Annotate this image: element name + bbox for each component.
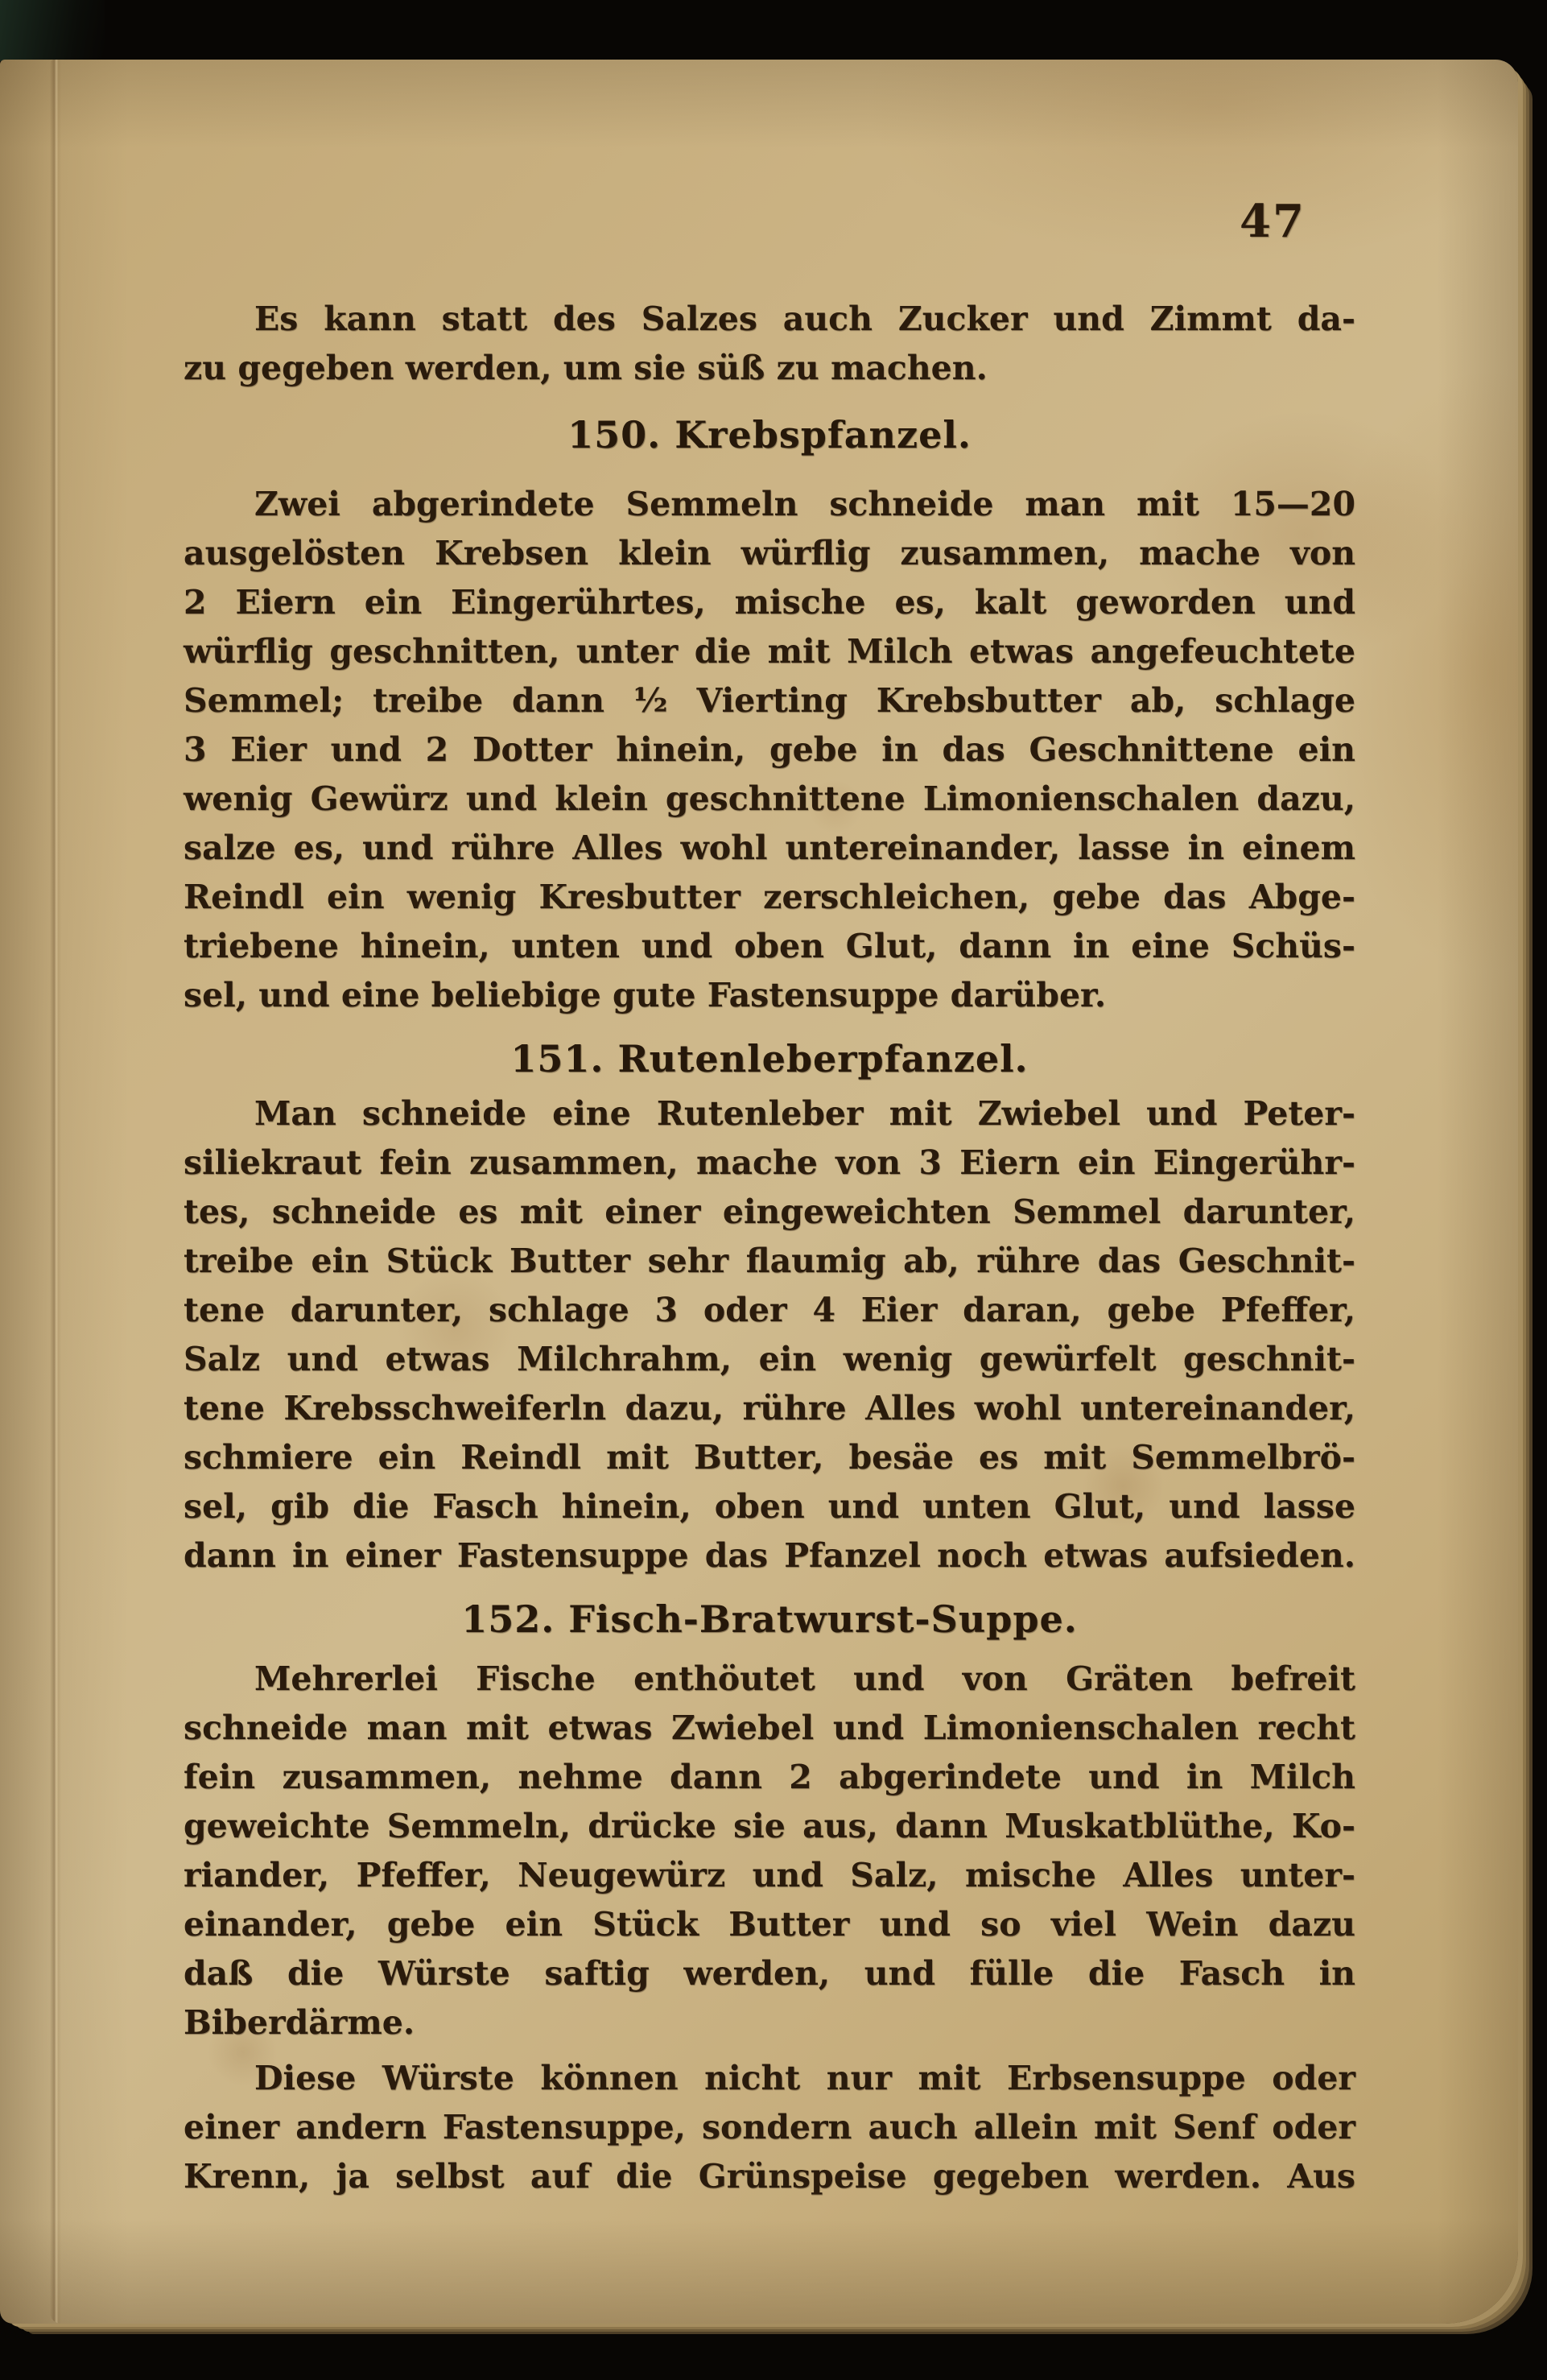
text-line: schmiere ein Reindl mit Butter, besäe es mit Semmelbrö- — [184, 1438, 1355, 1477]
text-line: zu gegeben werden, um sie süß zu machen. — [184, 349, 988, 387]
text-line: daß die Würste saftig werden, und fülle die Fasch in — [184, 1954, 1355, 1993]
text-line: einer andern Fastensuppe, sondern auch allein mit Senf oder — [184, 2108, 1355, 2147]
text-line: 2 Eiern ein Eingerührtes, mische es, kalt geworden und — [184, 583, 1355, 622]
page-number: 47 — [1240, 195, 1306, 248]
text-line: Semmel; treibe dann ½ Vierting Krebsbutter ab, schlage — [184, 681, 1355, 720]
text-line: schneide man mit etwas Zwiebel und Limonienschalen recht — [184, 1709, 1355, 1747]
recipe-152-heading: 152. Fisch-Bratwurst-Suppe. — [461, 1597, 1078, 1641]
text-line: salze es, und rühre Alles wohl untereinander, lasse in einem — [184, 828, 1355, 867]
text-line: Man schneide eine Rutenleber mit Zwiebel und Peter- — [254, 1094, 1355, 1133]
recipe-150-paragraph — [184, 480, 1355, 1020]
text-line: tes, schneide es mit einer eingeweichten Semmel darunter, — [184, 1192, 1355, 1231]
text-line: einander, gebe ein Stück Butter und so viel Wein dazu — [184, 1905, 1355, 1944]
text-line: würflig geschnitten, unter die mit Milch etwas angefeuchtete — [184, 632, 1355, 671]
book-cover-edge — [0, 0, 105, 61]
text-line: 3 Eier und 2 Dotter hinein, gebe in das Geschnittene ein — [184, 730, 1355, 769]
recipe-152-paragraph-2 — [184, 2054, 1355, 2201]
text-line: tene Krebsschweiferln dazu, rühre Alles wohl untereinander, — [184, 1389, 1355, 1428]
text-line: sel, gib die Fasch hinein, oben und unten Glut, und lasse — [184, 1487, 1355, 1526]
text-line: fein zusammen, nehme dann 2 abgerindete und in Milch — [184, 1758, 1355, 1796]
text-line: Mehrerlei Fische enthöutet und von Gräten befreit — [254, 1659, 1355, 1698]
text-line: triebene hinein, unten und oben Glut, dann in eine Schüs- — [184, 927, 1355, 965]
text-line: Es kann statt des Salzes auch Zucker und Zimmt da- — [254, 300, 1355, 338]
page-binding-crease — [50, 60, 61, 2324]
text-line: siliekraut fein zusammen, mache von 3 Eiern ein Eingerühr- — [184, 1143, 1355, 1182]
text-line: Zwei abgerindete Semmeln schneide man mit 15—20 — [254, 485, 1355, 523]
text-line: ausgelösten Krebsen klein würflig zusammen, mache von — [184, 534, 1355, 572]
text-line: riander, Pfeffer, Neugewürz und Salz, mische Alles unter- — [184, 1856, 1355, 1894]
recipe-151-heading: 151. Rutenleberpfanzel. — [510, 1037, 1029, 1081]
text-line: Salz und etwas Milchrahm, ein wenig gewürfelt geschnit- — [184, 1340, 1355, 1378]
recipe-151-paragraph — [184, 1089, 1355, 1580]
text-line: Krenn, ja selbst auf die Grünspeise gegeben werden. Aus — [184, 2157, 1355, 2196]
text-line: geweichte Semmeln, drücke sie aus, dann Muskatblüthe, Ko- — [184, 1807, 1355, 1845]
recipe-152-paragraph — [184, 1655, 1355, 2047]
book-page — [0, 60, 1518, 2324]
text-line: Reindl ein wenig Kresbutter zerschleichen, gebe das Abge- — [184, 878, 1355, 916]
text-line: tene darunter, schlage 3 oder 4 Eier daran, gebe Pfeffer, — [184, 1291, 1355, 1329]
text-line: dann in einer Fastensuppe das Pfanzel noch etwas aufsieden. — [184, 1536, 1355, 1575]
text-line: sel, und eine beliebige gute Fastensuppe darüber. — [184, 976, 1107, 1014]
intro-paragraph — [184, 295, 1355, 393]
text-line: treibe ein Stück Butter sehr flaumig ab, rühre das Geschnit- — [184, 1242, 1355, 1280]
recipe-150-heading: 150. Krebspfanzel. — [567, 413, 972, 457]
text-block — [184, 295, 1355, 2201]
text-line: Biberdärme. — [184, 2003, 415, 2042]
text-line: Diese Würste können nicht nur mit Erbsensuppe oder — [254, 2059, 1355, 2097]
text-line: wenig Gewürz und klein geschnittene Limonienschalen dazu, — [184, 779, 1355, 818]
